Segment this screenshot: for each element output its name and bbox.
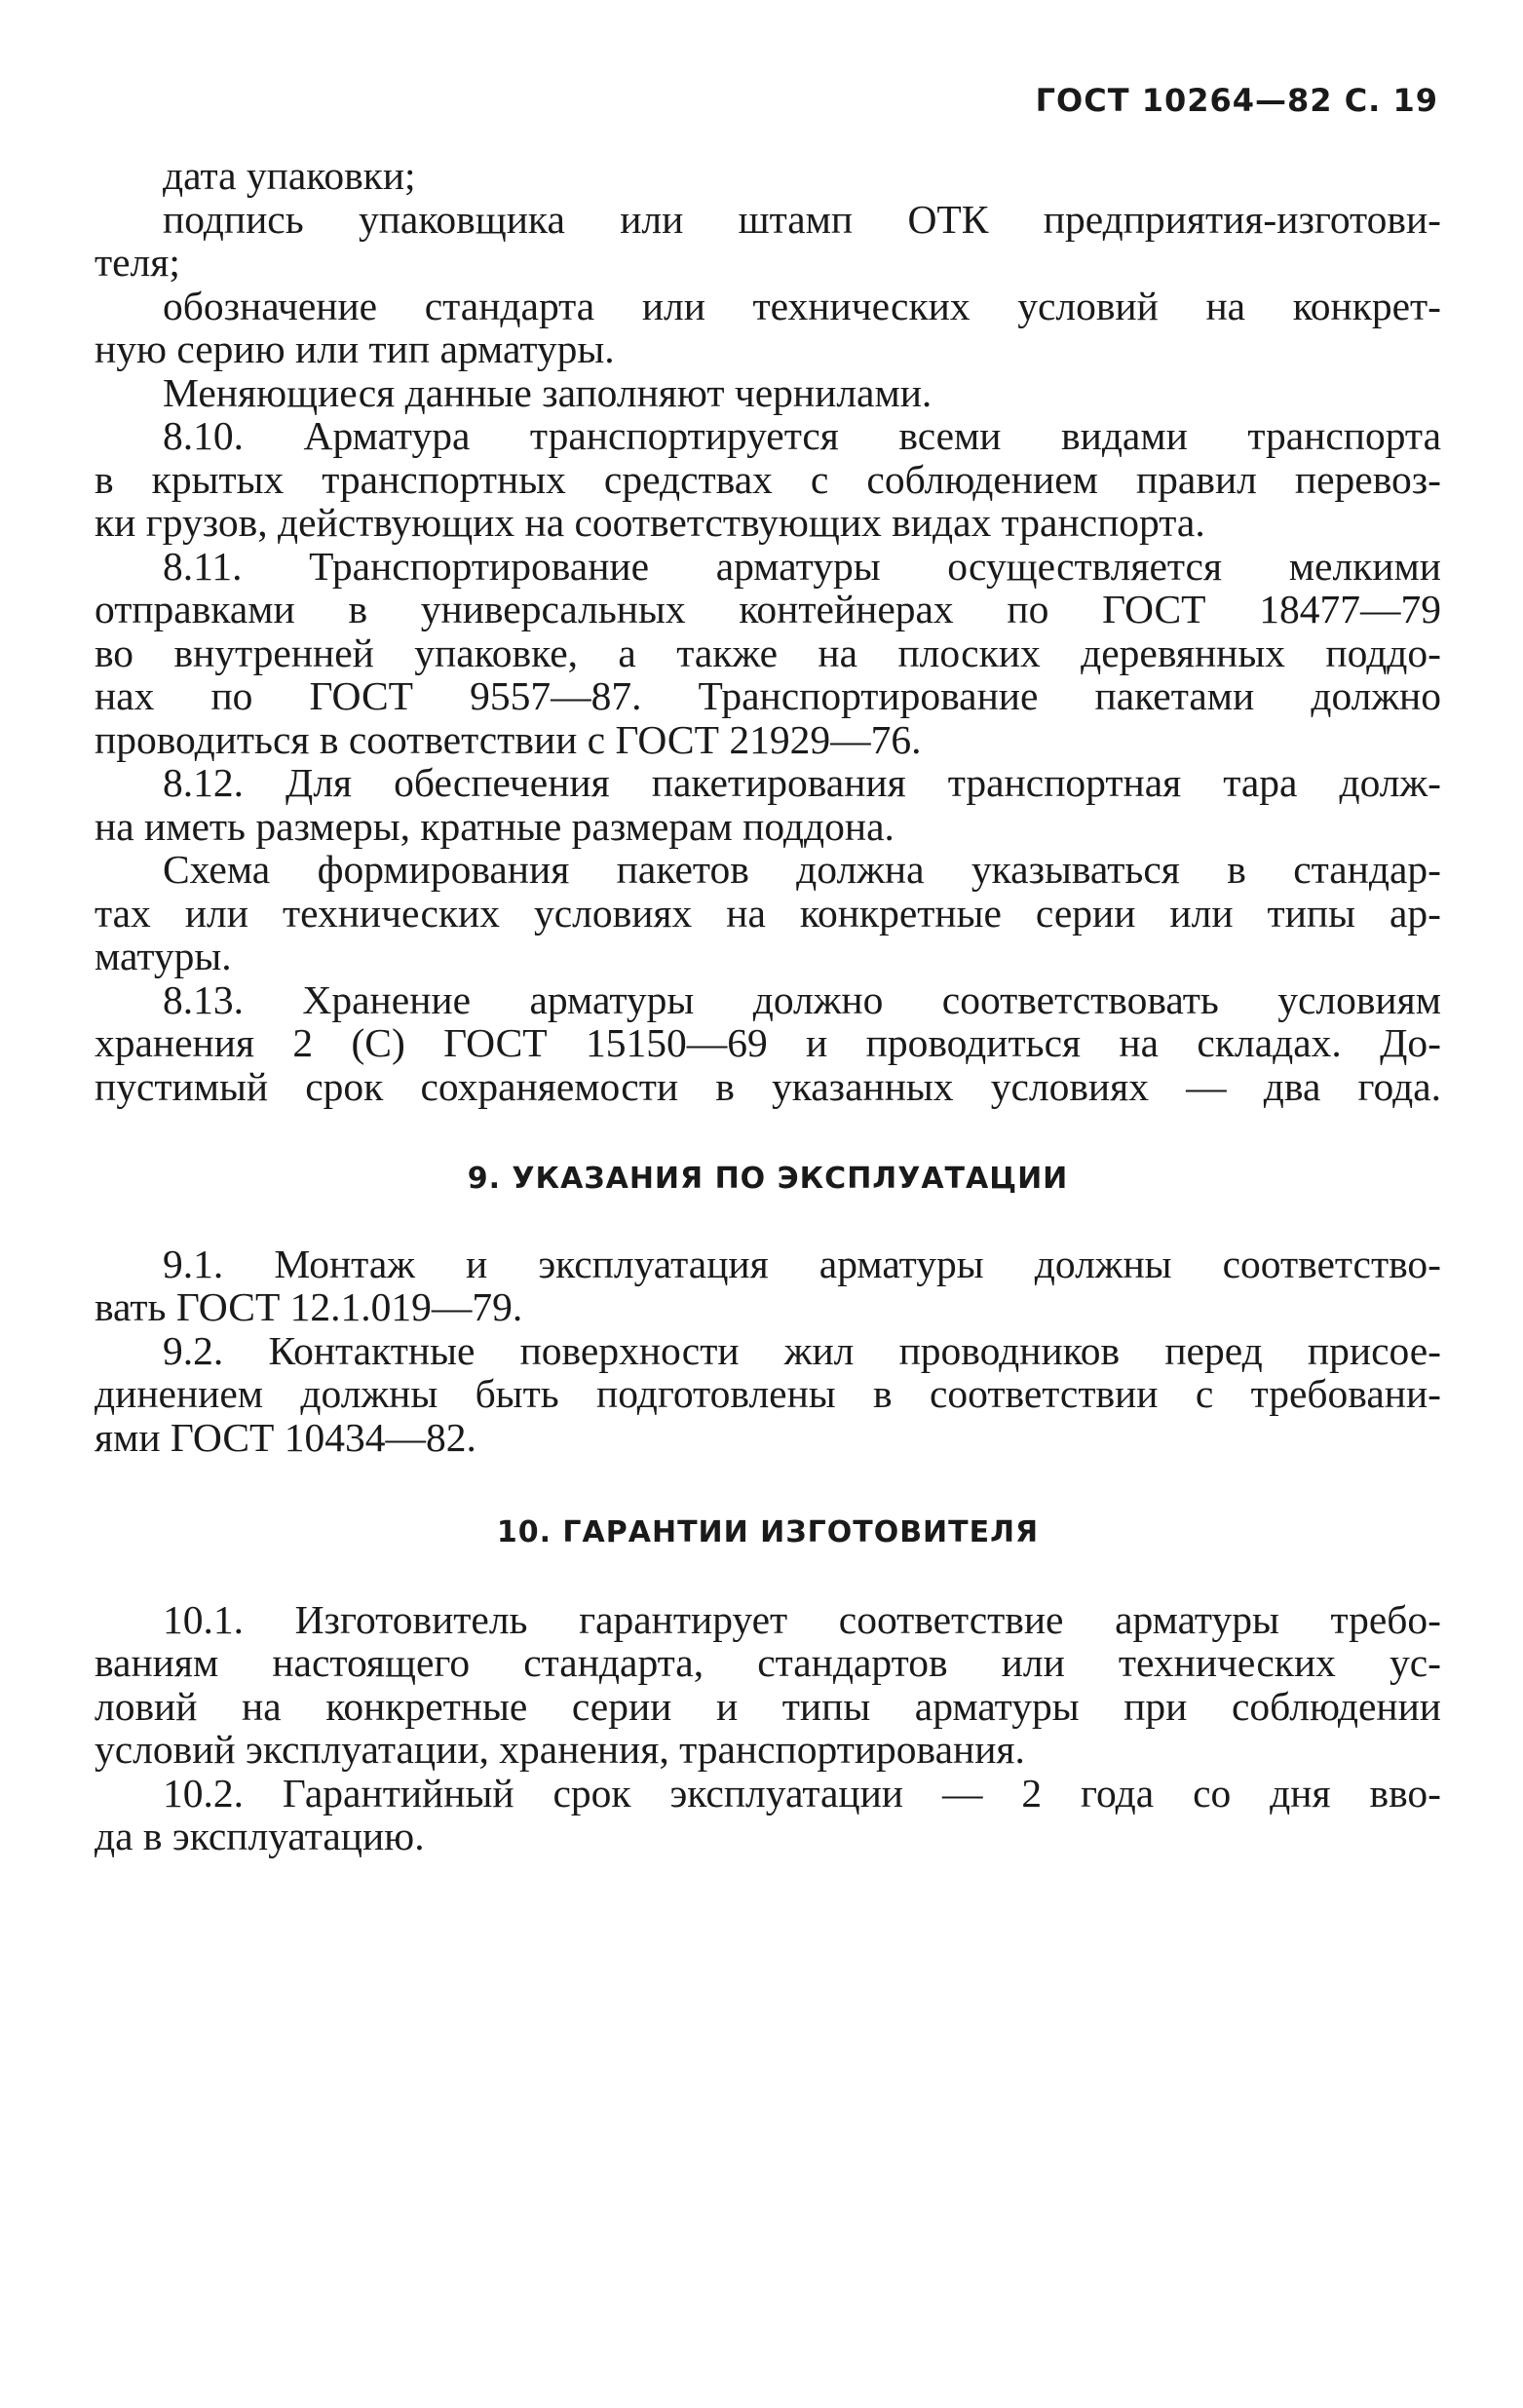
paragraph (95, 1329, 1441, 1460)
paragraph (95, 1242, 1441, 1329)
text-line: в крытых транспортных средствах с соблюдением правил перевоз- (95, 456, 1441, 502)
text-line: теля; (95, 240, 180, 285)
paragraph (95, 1772, 1441, 1858)
section-heading: 9. УКАЗАНИЯ ПО ЭКСПЛУАТАЦИИ (467, 1162, 1069, 1196)
text-line: хранения 2 (С) ГОСТ 15150—69 и проводиться на складах. До- (95, 1020, 1441, 1065)
document-body (95, 154, 1441, 1858)
paragraph (95, 285, 1441, 371)
text-line: 8.10. Арматура транспортируется всеми видами транспорта (163, 413, 1441, 458)
text-line: обозначение стандарта или технических условий на конкрет- (163, 283, 1441, 328)
paragraph (95, 154, 1441, 198)
section-heading: 10. ГАРАНТИИ ИЗГОТОВИТЕЛЯ (496, 1515, 1040, 1549)
text-line: ями ГОСТ 10434—82. (95, 1414, 476, 1460)
text-line: условий эксплуатации, хранения, транспортирования. (95, 1727, 1025, 1772)
text-line: пустимый срок сохраняемости в указанных условиях — два года. (95, 1063, 1441, 1109)
running-header: ГОСТ 10264—82 С. 19 (1035, 82, 1438, 119)
section9-body (95, 1242, 1441, 1460)
text-line: на иметь размеры, кратные размерам поддона. (95, 803, 895, 849)
text-line: 8.12. Для обеспечения пакетирования транспортная тара долж- (163, 760, 1441, 805)
paragraph (95, 761, 1441, 848)
text-line: проводиться в соответствии с ГОСТ 21929—76. (95, 716, 922, 762)
text-line: дата упаковки; (163, 153, 416, 198)
text-line: подпись упаковщика или штамп ОТК предприятия-изготови- (163, 196, 1441, 242)
paragraph (95, 978, 1441, 1109)
text-line: тах или технических условиях на конкретные серии или типы ар- (95, 890, 1441, 936)
text-line: 9.1. Монтаж и эксплуатация арматуры должны соответство- (163, 1241, 1441, 1286)
text-line: ловий на конкретные серии и типы арматуры при соблюдении (95, 1683, 1441, 1729)
text-line: матуры. (95, 934, 232, 978)
text-line: отправками в универсальных контейнерах по ГОСТ 18477—79 (95, 587, 1441, 631)
text-line: 8.11. Транспортирование арматуры осуществляется мелкими (163, 543, 1441, 589)
text-line: 10.2. Гарантийный срок эксплуатации — 2 года со дня вво- (163, 1770, 1441, 1816)
text-line: нах по ГОСТ 9557—87. Транспортирование пакетами должно (95, 673, 1441, 718)
text-line: ки грузов, действующих на соответствующих видах транспорта. (95, 500, 1205, 545)
text-line: 10.1. Изготовитель гарантирует соответствие арматуры требо- (163, 1596, 1441, 1642)
paragraph (95, 848, 1441, 978)
text-line: Схема формирования пакетов должна указываться в стандар- (163, 847, 1441, 892)
text-line: динением должны быть подготовлены в соответствии с требовани- (95, 1371, 1441, 1416)
paragraph (95, 545, 1441, 762)
text-line: ваниям настоящего стандарта, стандартов или технических ус- (95, 1640, 1441, 1685)
paragraph (95, 1598, 1441, 1772)
text-line: 9.2. Контактные поверхности жил проводников перед присое- (163, 1327, 1441, 1373)
text-line: ную серию или тип арматуры. (95, 326, 615, 371)
text-line: 8.13. Хранение арматуры должно соответствовать условиям (163, 976, 1441, 1022)
text-line: Меняющиеся данные заполняют чернилами. (163, 369, 933, 415)
paragraph (95, 371, 1441, 415)
paragraph (95, 414, 1441, 545)
section10-body (95, 1598, 1441, 1858)
text-line: во внутренней упаковке, а также на плоских деревянных поддо- (95, 630, 1441, 675)
paragraph (95, 198, 1441, 285)
text-line: да в эксплуатацию. (95, 1814, 425, 1858)
section8-continuation (95, 154, 1441, 1108)
text-line: вать ГОСТ 12.1.019—79. (95, 1284, 523, 1329)
